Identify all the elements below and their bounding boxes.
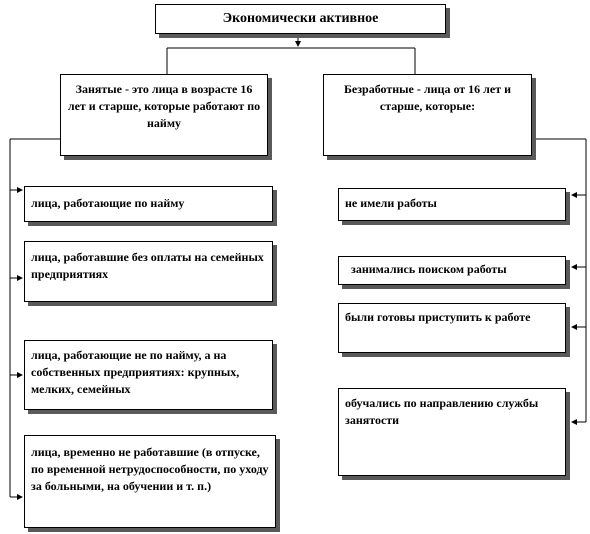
employed-item-3	[24, 340, 273, 410]
employed-item-2	[24, 241, 273, 302]
unemployed-item-3-text: были готовы приступить к работе	[345, 310, 531, 324]
unemployed-item-4-text: обучались по направлению службы занятости	[345, 396, 539, 427]
unemployed-item-1	[338, 188, 566, 221]
unemployed-header-text: Безработные - лица от 16 лет и старше, которые:	[343, 82, 512, 113]
title-box	[155, 4, 446, 34]
employed-item-1	[24, 186, 273, 222]
title-text: Экономически активное	[222, 11, 379, 26]
employed-item-1-text: лица, работающие по найму	[31, 196, 185, 210]
employed-item-3-text: лица, работающие не по найму, а на собственных предприятиях: крупных, мелких, семейных	[31, 348, 240, 396]
unemployed-item-1-text: не имели работы	[345, 196, 437, 210]
employed-item-4	[24, 435, 276, 528]
employed-header-text: Занятые - это лица в возрасте 16 лет и старше, которые работают по найму	[67, 82, 261, 130]
employed-item-2-text: лица, работавшие без оплаты на семейных предприятиях	[31, 250, 264, 281]
unemployed-item-2-text: занимались поиском работы	[351, 262, 507, 276]
unemployed-item-4	[338, 388, 566, 476]
unemployed-item-3	[338, 303, 566, 353]
unemployed-header-box	[323, 74, 532, 156]
employed-item-4-text: лица, временно не работавшие (в отпуске, по временной нетрудоспособности, по уходу за больными, на обучении и т. п.)	[31, 445, 269, 493]
unemployed-item-2	[338, 256, 566, 285]
employed-header-box	[60, 74, 268, 156]
